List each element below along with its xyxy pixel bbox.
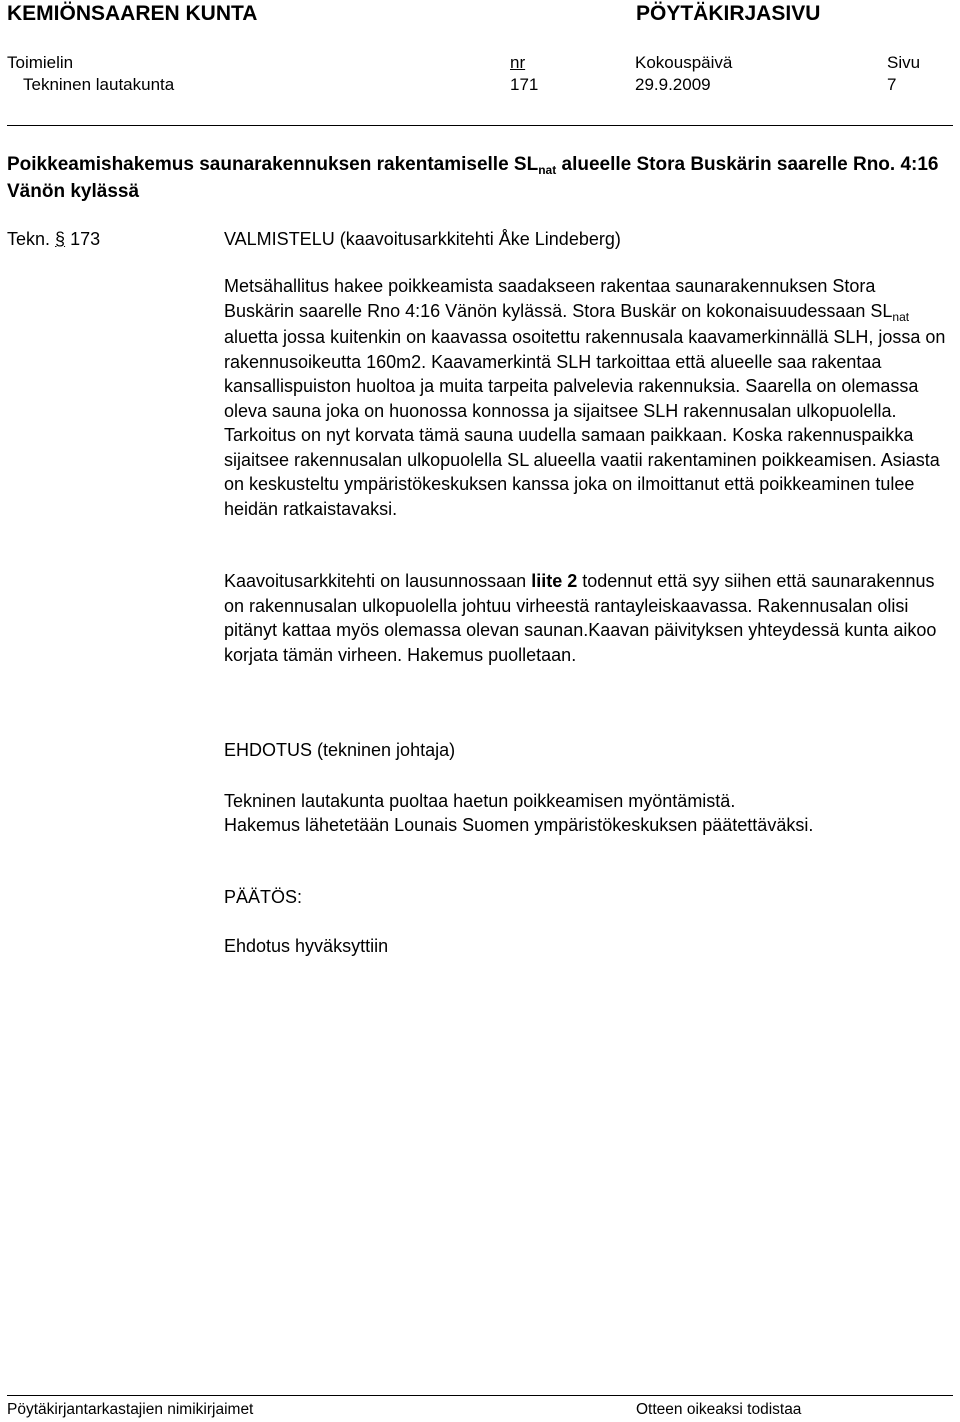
decision-heading: PÄÄTÖS:	[224, 887, 303, 907]
section-reference	[7, 229, 100, 250]
body-paragraph-2	[224, 569, 950, 667]
p2-text-a: Kaavoitusarkkitehti on lausunnossaan	[224, 571, 532, 591]
document-type: PÖYTÄKIRJASIVU	[636, 2, 821, 25]
body-label: Toimielin	[7, 53, 74, 72]
nr-value: 171	[510, 75, 539, 94]
title-part-2: alueelle Stora Buskärin saarelle Rno. 4:16 Vänön kylässä	[7, 154, 939, 202]
footer-initials-label: Pöytäkirjantarkastajien nimikirjaimet	[7, 1401, 254, 1418]
proposal-heading: EHDOTUS (tekninen johtaja)	[224, 740, 456, 760]
municipality-name: KEMIÖNSAAREN KUNTA	[7, 2, 258, 25]
body-value: Tekninen lautakunta	[23, 75, 175, 94]
section-number: 173	[70, 229, 101, 249]
p2-text-b: todennut että syy siihen että saunarakennus on rakennusalan ulkopuolella johtuu virheestä rantayleiskaavassa. Rakennusalan olisi pitänyt kattaa myös olemassa olevan saunan.Kaavan päivityksen yhteydessä kunta aikoo korjata tämän virheen. Hakemus puolletaan.	[224, 571, 937, 665]
header-divider	[7, 125, 953, 126]
page-label: Sivu	[887, 53, 921, 72]
nr-label: nr	[510, 53, 526, 72]
footer-certification-label: Otteen oikeaksi todistaa	[636, 1401, 802, 1418]
title-part-1: Poikkeamishakemus saunarakennuksen rakentamiselle SL	[7, 154, 539, 175]
p1-subscript: nat	[892, 309, 910, 324]
section-heading: VALMISTELU (kaavoitusarkkitehti Åke Lindeberg)	[224, 229, 621, 249]
page-value: 7	[887, 75, 897, 94]
decision-text: Ehdotus hyväksyttiin	[224, 936, 389, 956]
document-title	[7, 152, 953, 205]
attachment-reference: liite 2	[531, 571, 578, 591]
date-value: 29.9.2009	[635, 75, 711, 94]
title-subscript: nat	[538, 163, 557, 177]
section-symbol: §	[55, 229, 66, 249]
footer-divider	[7, 1395, 953, 1396]
p1-text-b: aluetta jossa kuitenkin on kaavassa osoitettu rakennusala kaavamerkinnällä SLH, jossa on rakennusoikeutta 160m2. Kaavamerkintä SLH tarkoittaa että alueelle saa rakentaa kansallispuiston huoltoa ja muita tarpeita palvelevia rakennuksia. Saarella on olemassa oleva sauna joka on huonossa konnossa ja sijaitsee SLH rakennusalan ulkopuolella. Tarkoitus on nyt korvata tämä sauna uudella samaan paikkaan. Koska rakennuspaikka sijaitsee rakennusalan ulkopuolella SL alueella vaatii rakentaminen poikkeamisen. Asiasta on keskusteltu ympäristökeskuksen kanssa joka on ilmoittanut että poikkeaminen tulee heidän ratkaistavaksi.	[224, 327, 946, 519]
proposal-line-2: Hakemus lähetetään Lounais Suomen ympäristökeskuksen päätettäväksi.	[224, 815, 814, 835]
section-prefix: Tekn.	[7, 229, 51, 249]
body-paragraph-1	[224, 274, 950, 521]
date-label: Kokouspäivä	[635, 53, 733, 72]
proposal-line-1: Tekninen lautakunta puoltaa haetun poikkeamisen myöntämistä.	[224, 791, 736, 811]
p1-text-a: Metsähallitus hakee poikkeamista saadakseen rakentaa saunarakennuksen Stora Buskärin saarelle Rno 4:16 Vänön kylässä. Stora Buskär on kokonaisuudessaan SL	[224, 276, 893, 321]
